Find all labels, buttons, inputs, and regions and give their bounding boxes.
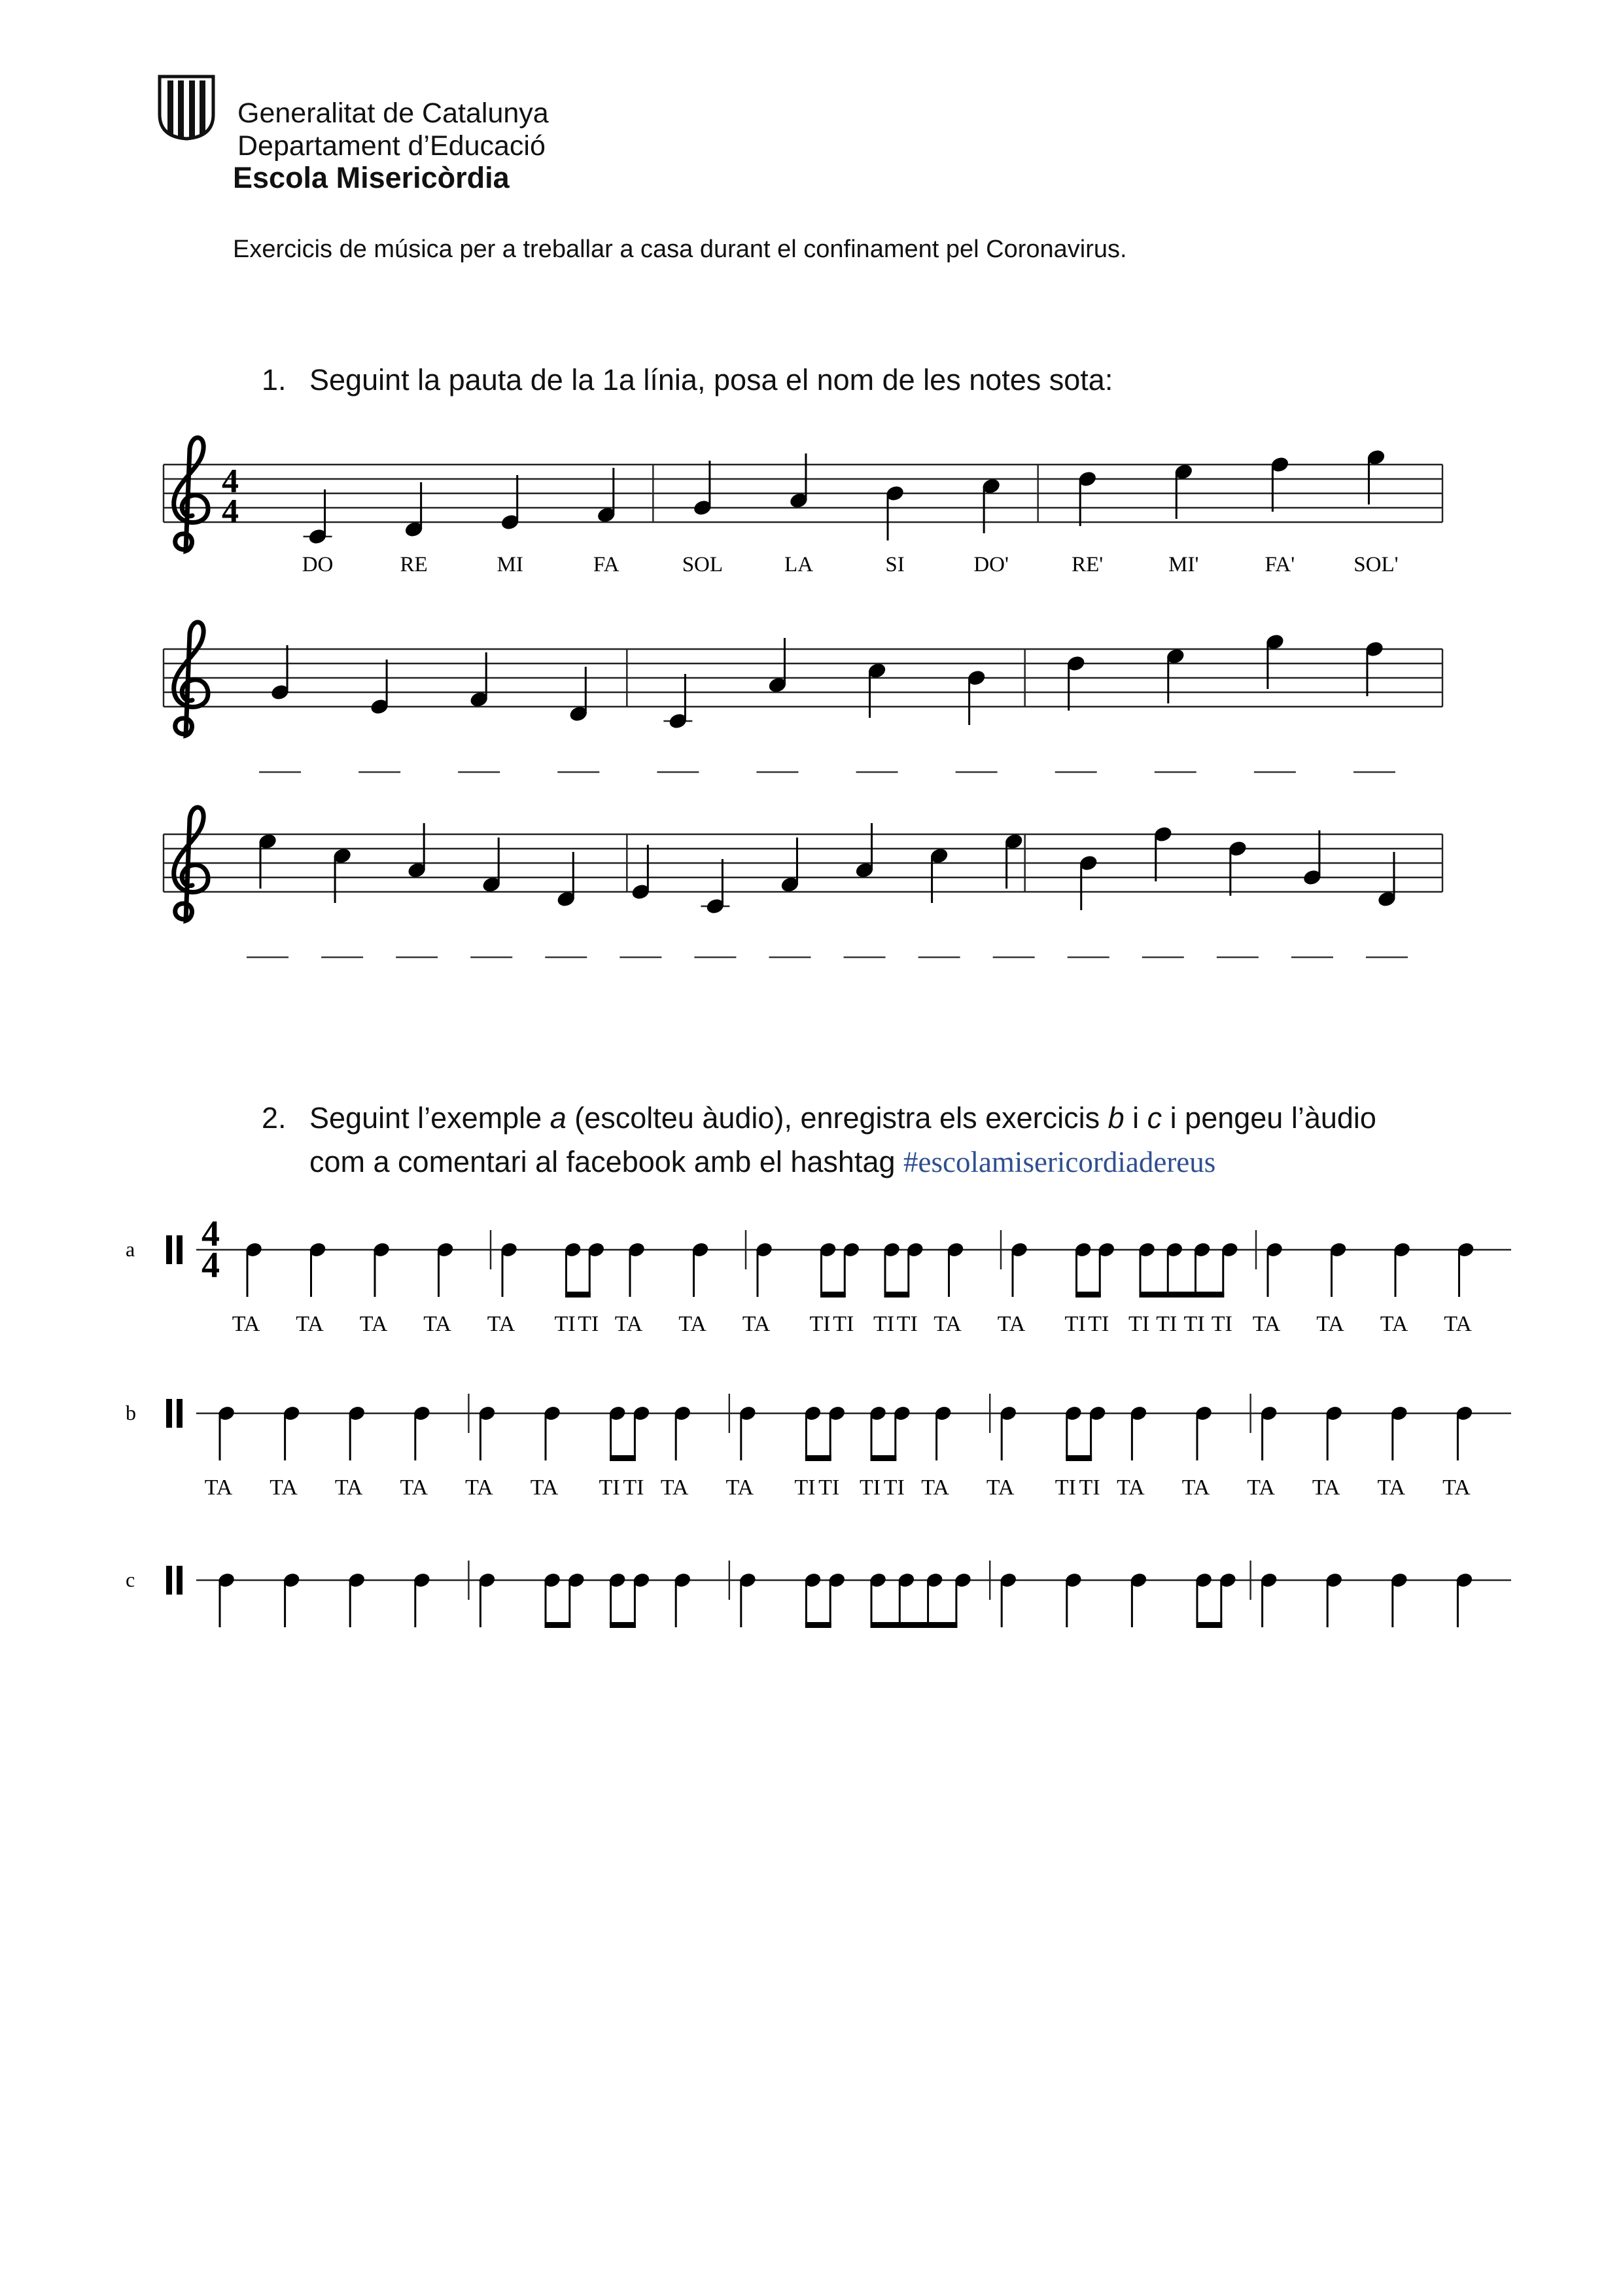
example-a-ref: a — [550, 1101, 567, 1135]
rhythm-row-b — [0, 1381, 1623, 1531]
beam — [565, 1292, 591, 1298]
rhythm-syllable: TI — [599, 1475, 620, 1500]
exercise-2-number: 2. — [262, 1101, 287, 1135]
note-name-label: MI — [497, 553, 523, 576]
rhythm-syllable: TA — [1181, 1475, 1210, 1500]
rhythm-syllable: TA — [660, 1475, 689, 1500]
rhythm-syllable: TA — [997, 1312, 1026, 1336]
rhythm-syllable: TA — [423, 1312, 451, 1336]
org-line-1: Generalitat de Catalunya — [237, 97, 549, 129]
note-name-label: FA' — [1265, 553, 1295, 576]
beam — [871, 1455, 897, 1461]
rhythm-syllable: TA — [614, 1312, 643, 1336]
rhythm-syllable: TA — [1247, 1475, 1275, 1500]
example-c-ref: c — [1147, 1101, 1162, 1135]
rhythm-syllable: TA — [204, 1475, 233, 1500]
rhythm-syllable: TI — [833, 1312, 854, 1336]
percussion-clef-icon — [166, 1235, 172, 1264]
time-signature-top: 4 — [222, 463, 239, 500]
exercise-2-instruction-line-2 — [309, 1145, 1215, 1179]
catalan-shield-icon — [157, 74, 216, 141]
rhythm-syllable: TA — [1312, 1475, 1340, 1500]
beam — [1075, 1292, 1101, 1298]
rhythm-syllable: TA — [232, 1312, 260, 1336]
rhythm-syllable: TA — [487, 1312, 515, 1336]
rhythm-syllable: TA — [1442, 1475, 1471, 1500]
note-name-label: RE — [400, 553, 428, 576]
rhythm-syllable: TI — [1064, 1312, 1086, 1336]
percussion-clef-icon — [177, 1235, 183, 1264]
exercise-2-text-e: com a comentari al facebook amb el hashtag — [309, 1145, 903, 1178]
beam — [545, 1622, 571, 1628]
staff-line-2 — [0, 602, 1623, 766]
note-name-label: SOL — [682, 553, 724, 576]
beam — [1196, 1622, 1223, 1628]
beam — [610, 1455, 636, 1461]
rhythm-syllable: TI — [794, 1475, 816, 1500]
row-label: b — [126, 1401, 136, 1424]
rhythm-syllable: TI — [1211, 1312, 1232, 1336]
rhythm-row-c — [0, 1547, 1623, 1652]
rhythm-syllable: TI — [1079, 1475, 1100, 1500]
rhythm-syllable: TA — [1117, 1475, 1145, 1500]
rhythm-syllable: TA — [1380, 1312, 1408, 1336]
example-b-ref: b — [1108, 1101, 1125, 1135]
intro-text: Exercicis de música per a treballar a casa durant el confinament pel Coronavirus. — [233, 236, 1127, 263]
rhythm-syllable: TA — [296, 1312, 324, 1336]
treble-clef-icon — [174, 438, 208, 551]
percussion-clef-icon — [177, 1399, 183, 1428]
rhythm-syllable: TA — [725, 1475, 754, 1500]
exercise-1-instruction — [262, 363, 1113, 397]
rhythm-syllable: TI — [883, 1475, 905, 1500]
exercise-2-text-a: Seguint l’exemple — [309, 1101, 550, 1135]
exercise-2-text-d: i pengeu l’àudio — [1162, 1101, 1376, 1135]
rhythm-syllable: TA — [400, 1475, 428, 1500]
exercise-2-text-c: i — [1124, 1101, 1147, 1135]
note-name-label: FA — [593, 553, 620, 576]
rhythm-syllable: TA — [1377, 1475, 1406, 1500]
time-signature-top: 4 — [201, 1214, 220, 1254]
percussion-clef-icon — [166, 1566, 172, 1595]
beam — [610, 1622, 636, 1628]
rhythm-syllable: TA — [465, 1475, 493, 1500]
rhythm-syllable: TA — [530, 1475, 559, 1500]
note-name-label: DO — [302, 553, 334, 576]
exercise-2-text-b: (escolteu àudio), enregistra els exercicis — [566, 1101, 1108, 1135]
beam — [805, 1455, 831, 1461]
percussion-clef-icon — [177, 1566, 183, 1595]
rhythm-syllable: TA — [359, 1312, 388, 1336]
beam — [1066, 1455, 1092, 1461]
rhythm-syllable: TI — [1055, 1475, 1076, 1500]
rhythm-syllable: TA — [1316, 1312, 1344, 1336]
time-signature-bottom: 4 — [201, 1245, 220, 1286]
note-name-label: LA — [784, 553, 813, 576]
rhythm-syllable: TA — [334, 1475, 363, 1500]
rhythm-syllable: TI — [809, 1312, 831, 1336]
row-label: c — [126, 1568, 135, 1591]
rhythm-syllable: TI — [873, 1312, 895, 1336]
rhythm-syllable: TI — [578, 1312, 599, 1336]
school-name: Escola Misericòrdia — [233, 161, 510, 194]
rhythm-syllable: TA — [742, 1312, 771, 1336]
exercise-1-number: 1. — [262, 363, 287, 397]
note-name-label: MI' — [1168, 553, 1199, 576]
time-signature-bottom: 4 — [222, 493, 239, 530]
beam — [1140, 1292, 1225, 1298]
beam — [884, 1292, 910, 1298]
row-label: a — [126, 1237, 135, 1261]
treble-clef-icon — [174, 622, 208, 735]
rhythm-syllable: TA — [270, 1475, 298, 1500]
percussion-clef-icon — [166, 1399, 172, 1428]
staff-line-3 — [0, 785, 1623, 955]
rhythm-syllable: TA — [934, 1312, 962, 1336]
rhythm-syllable: TI — [896, 1312, 918, 1336]
rhythm-syllable: TI — [818, 1475, 840, 1500]
rhythm-syllable: TA — [1444, 1312, 1472, 1336]
rhythm-row-a — [0, 1214, 1623, 1368]
rhythm-syllable: TI — [1128, 1312, 1150, 1336]
exercise-1-text: Seguint la pauta de la 1a línia, posa el nom de les notes sota: — [309, 363, 1113, 397]
beam — [805, 1622, 831, 1628]
hashtag-link[interactable]: #escolamisericordiadereus — [903, 1146, 1216, 1178]
treble-clef-icon — [174, 807, 208, 921]
rhythm-syllable: TA — [986, 1475, 1015, 1500]
rhythm-syllable: TI — [859, 1475, 881, 1500]
rhythm-syllable: TI — [554, 1312, 576, 1336]
rhythm-syllable: TA — [1252, 1312, 1281, 1336]
note-name-label: RE' — [1072, 553, 1104, 576]
rhythm-syllable: TI — [1156, 1312, 1178, 1336]
rhythm-syllable: TI — [1183, 1312, 1205, 1336]
note-name-label: SI — [885, 553, 905, 576]
note-name-label: SOL' — [1353, 553, 1399, 576]
rhythm-syllable: TA — [678, 1312, 707, 1336]
rhythm-syllable: TI — [1088, 1312, 1109, 1336]
rhythm-syllable: TA — [921, 1475, 949, 1500]
exercise-2-instruction — [262, 1101, 1376, 1135]
note-name-label: DO' — [973, 553, 1009, 576]
beam — [871, 1622, 958, 1628]
staff-line-1 — [0, 419, 1623, 582]
beam — [820, 1292, 846, 1298]
org-line-2: Departament d’Educació — [237, 130, 546, 162]
rhythm-syllable: TI — [623, 1475, 644, 1500]
